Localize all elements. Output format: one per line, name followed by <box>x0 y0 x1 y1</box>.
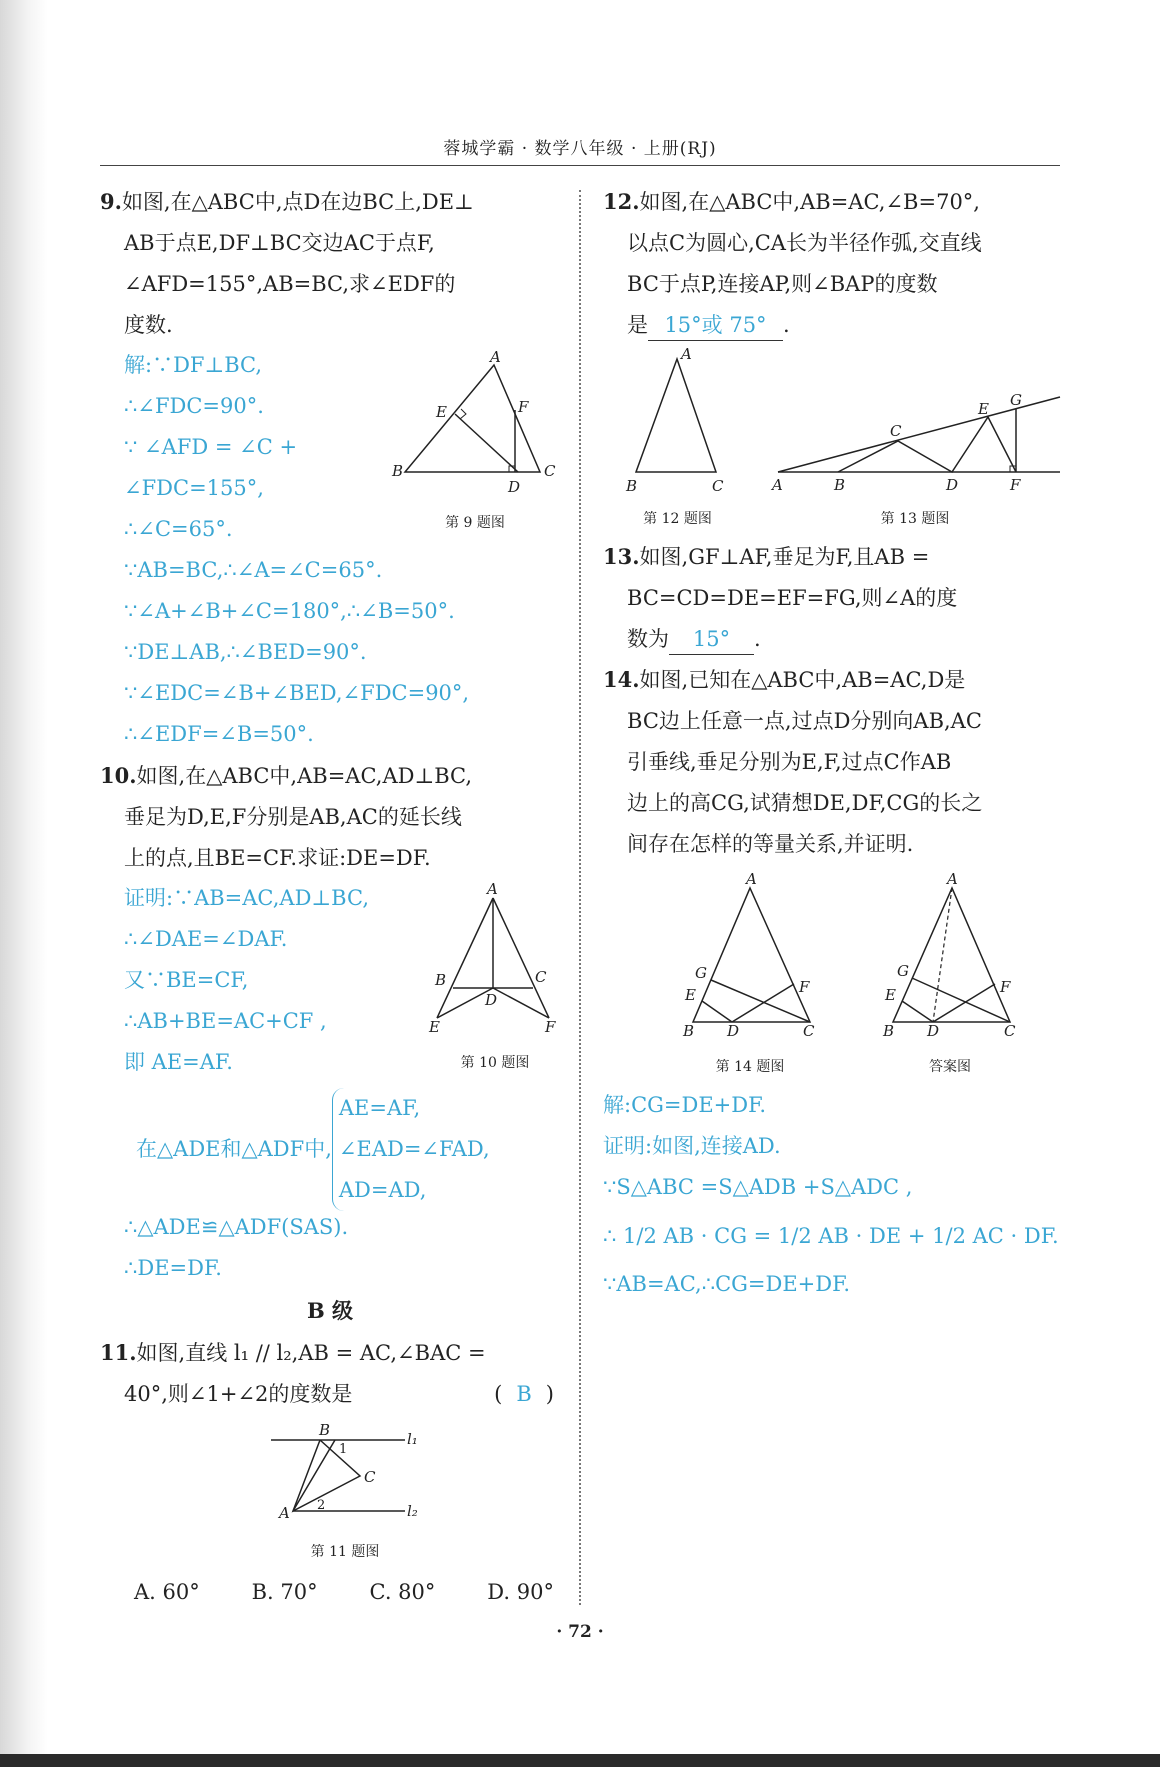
q11-line-2: 40°,则∠1+∠2的度数是 <box>124 1382 353 1406</box>
bottom-edge <box>0 1754 1160 1767</box>
q11-paren-close: ) <box>545 1382 554 1406</box>
q12-figure <box>620 345 735 495</box>
question-10 <box>100 755 560 879</box>
q14-sol-3: ∵S△ABC =S△ADB +S△ADC , <box>603 1175 913 1199</box>
q9-label-A: A <box>490 350 501 366</box>
q9-line-3: ∠AFD=155°,AB=BC,求∠EDF的 <box>124 272 456 296</box>
q14-sol-5: ∵AB=AC,∴CG=DE+DF. <box>603 1272 851 1296</box>
q14-ans-label-D: D <box>927 1022 940 1040</box>
q9-sol-9: ∵∠EDC=∠B+∠BED,∠FDC=90°, <box>124 681 470 705</box>
q9-sol-1: 解:∵DF⊥BC, <box>124 353 263 377</box>
q14-answer-figure <box>875 870 1025 1040</box>
q10-proof-1: 证明:∵AB=AC,AD⊥BC, <box>124 886 369 910</box>
q11-label-C: C <box>364 1468 376 1486</box>
q14-label-B: B <box>683 1022 695 1040</box>
q14-label-F: F <box>799 978 810 996</box>
q11-figure <box>265 1420 435 1520</box>
q11-line-1: 如图,直线 l₁ // l₂,AB = AC,∠BAC = <box>136 1341 486 1365</box>
q9-label-B: B <box>392 462 404 480</box>
q9-caption: 第 9 题图 <box>445 515 505 531</box>
q11-label-2: 2 <box>317 1498 326 1513</box>
q11-label-1: 1 <box>339 1442 348 1457</box>
q11-label-l1: l₁ <box>407 1430 418 1448</box>
q9-sol-6: ∵AB=BC,∴∠A=∠C=65°. <box>124 558 383 582</box>
q11-number: 11. <box>100 1340 137 1365</box>
q12-prefix: 是 <box>627 313 648 337</box>
q10-line-3: 上的点,且BE=CF.求证:DE=DF. <box>124 846 431 870</box>
q11-caption: 第 11 题图 <box>310 1544 380 1560</box>
q14-sol-2: 证明:如图,连接AD. <box>603 1134 781 1158</box>
q14-label-A: A <box>746 870 757 888</box>
q14-ans-label-F: F <box>1000 978 1011 996</box>
q9-line-1: 如图,在△ABC中,点D在边BC上,DE⊥ <box>121 190 474 214</box>
q14-label-C: C <box>803 1022 815 1040</box>
page-edge-shadow <box>0 0 48 1767</box>
q11-label-B: B <box>319 1421 331 1439</box>
column-divider <box>579 190 581 1605</box>
q9-solution-top <box>100 345 370 550</box>
q9-sol-3: ∵ ∠AFD = ∠C + <box>124 435 298 459</box>
q9-sol-8: ∵DE⊥AB,∴∠BED=90°. <box>124 640 367 664</box>
q9-sol-10: ∴∠EDF=∠B=50°. <box>124 722 314 746</box>
q10-system-3: AD=AD, <box>338 1178 427 1202</box>
q10-system-2: ∠EAD=∠FAD, <box>338 1137 490 1161</box>
q10-label-A: A <box>487 880 498 898</box>
q10-figure <box>425 880 570 1040</box>
q10-line-2: 垂足为D,E,F分别是AB,AC的延长线 <box>124 805 462 829</box>
q11-answer: B <box>516 1382 532 1406</box>
q13-prefix: 数为 <box>627 627 669 651</box>
q10-proof-3: 又∵BE=CF, <box>124 968 249 992</box>
q10-line-1: 如图,在△ABC中,AB=AC,AD⊥BC, <box>136 764 473 788</box>
q14-label-D: D <box>727 1022 740 1040</box>
q13-caption: 第 13 题图 <box>880 511 950 527</box>
level-b-heading: B 级 <box>306 1298 354 1323</box>
q12-caption: 第 12 题图 <box>643 511 712 527</box>
header-rule <box>100 165 1060 166</box>
q9-label-E: E <box>436 403 447 421</box>
q10-caption: 第 10 题图 <box>460 1055 530 1071</box>
q14-answer-caption: 答案图 <box>929 1059 971 1075</box>
q10-proof-4: ∴AB+BE=AC+CF , <box>124 1009 327 1033</box>
q9-sol-4: ∠FDC=155°, <box>124 476 264 500</box>
q12-label-C: C <box>712 477 724 495</box>
q10-tail-1: ∴△ADE≌△ADF(SAS). <box>124 1215 349 1239</box>
q10-system-brace <box>332 1088 490 1211</box>
q10-proof-2: ∴∠DAE=∠DAF. <box>124 927 288 951</box>
q13-number: 13. <box>603 544 640 569</box>
q14-ans-label-A: A <box>947 870 958 888</box>
q10-system-prefix: 在△ADE和△ADF中, <box>136 1137 332 1161</box>
q11-option-c: C. 80° <box>369 1580 436 1604</box>
q12-answer: 15°或 75° <box>648 310 783 341</box>
q9-label-D: D <box>508 478 521 496</box>
q12-line-1: 如图,在△ABC中,AB=AC,∠B=70°, <box>639 190 980 214</box>
q14-ans-label-E: E <box>885 986 896 1004</box>
running-header: 蓉城学霸 · 数学八年级 · 上册(RJ) <box>443 139 717 159</box>
question-9 <box>100 181 560 346</box>
q9-label-C: C <box>544 462 556 480</box>
q14-ans-label-G: G <box>897 962 909 980</box>
q13-label-C: C <box>890 422 902 440</box>
q13-answer: 15° <box>669 624 754 655</box>
q11-option-d: D. 90° <box>487 1580 554 1604</box>
q14-line-5: 间存在怎样的等量关系,并证明. <box>627 832 914 856</box>
q9-line-2: AB于点E,DF⊥BC交边AC于点F, <box>124 231 435 255</box>
q10-number: 10. <box>100 763 137 788</box>
q10-label-B: B <box>435 971 447 989</box>
q14-line-3: 引垂线,垂足分别为E,F,过点C作AB <box>627 750 952 774</box>
q12-line-2: 以点C为圆心,CA长为半径作弧,交直线 <box>627 231 982 255</box>
q10-label-D: D <box>485 991 498 1009</box>
q12-label-B: B <box>626 477 638 495</box>
question-12 <box>603 181 1061 346</box>
q14-caption: 第 14 题图 <box>715 1059 785 1075</box>
q12-line-3: BC于点P,连接AP,则∠BAP的度数 <box>627 272 938 296</box>
q13-label-B: B <box>834 476 846 494</box>
q13-label-G: G <box>1010 391 1022 409</box>
q12-number: 12. <box>603 189 640 214</box>
q9-sol-5: ∴∠C=65°. <box>124 517 233 541</box>
q11-options <box>134 1572 554 1613</box>
q14-label-G: G <box>695 964 707 982</box>
q11-option-b: B. 70° <box>251 1580 318 1604</box>
question-14 <box>603 659 1061 865</box>
q14-label-E: E <box>685 986 696 1004</box>
q11-label-l2: l₂ <box>407 1502 418 1520</box>
q13-line-1: 如图,GF⊥AF,垂足为F,且AB = <box>639 545 930 569</box>
q9-figure <box>390 350 570 500</box>
q14-line-4: 边上的高CG,试猜想DE,DF,CG的长之 <box>627 791 983 815</box>
q14-line-2: BC边上任意一点,过点D分别向AB,AC <box>627 709 982 733</box>
q14-ans-label-C: C <box>1004 1022 1016 1040</box>
q9-sol-2: ∴∠FDC=90°. <box>124 394 264 418</box>
q14-sol-4: ∴ 1/2 AB · CG = 1/2 AB · DE + 1/2 AC · DF. <box>603 1224 1059 1248</box>
q10-tail <box>100 1207 560 1289</box>
q12-label-A: A <box>681 345 692 363</box>
question-13 <box>603 536 1061 660</box>
q14-sol-1: 解:CG=DE+DF. <box>603 1093 767 1117</box>
q13-label-A: A <box>772 476 783 494</box>
q10-proof-5: 即 AE=AF. <box>124 1050 233 1074</box>
q10-label-F: F <box>545 1018 556 1036</box>
q13-line-2: BC=CD=DE=EF=FG,则∠A的度 <box>627 586 958 610</box>
q14-solution <box>603 1085 1061 1305</box>
q10-system <box>136 1088 490 1211</box>
q10-label-E: E <box>429 1018 440 1036</box>
page-number: · 72 · <box>556 1622 604 1642</box>
q12-suffix: . <box>783 313 790 337</box>
q13-label-D: D <box>946 476 959 494</box>
q13-label-F: F <box>1010 476 1021 494</box>
question-11 <box>100 1332 560 1415</box>
q14-ans-label-B: B <box>883 1022 895 1040</box>
q14-number: 14. <box>603 667 640 692</box>
q10-label-C: C <box>535 968 547 986</box>
q10-system-1: AE=AF, <box>338 1096 421 1120</box>
q14-figure <box>675 870 825 1040</box>
q11-option-a: A. 60° <box>134 1580 200 1604</box>
q11-paren-open: ( <box>494 1382 503 1406</box>
q11-label-A: A <box>279 1504 290 1520</box>
q14-line-1: 如图,已知在△ABC中,AB=AC,D是 <box>639 668 966 692</box>
q9-line-4: 度数. <box>124 313 173 337</box>
q13-label-E: E <box>978 400 989 418</box>
q9-sol-7: ∵∠A+∠B+∠C=180°,∴∠B=50°. <box>124 599 455 623</box>
q9-solution-bottom <box>100 550 560 755</box>
q13-suffix: . <box>754 627 761 651</box>
q13-figure <box>770 385 1062 495</box>
q9-number: 9. <box>100 189 122 214</box>
q10-tail-2: ∴DE=DF. <box>124 1256 222 1280</box>
q9-label-F: F <box>518 398 529 416</box>
q10-proof <box>100 878 390 1083</box>
